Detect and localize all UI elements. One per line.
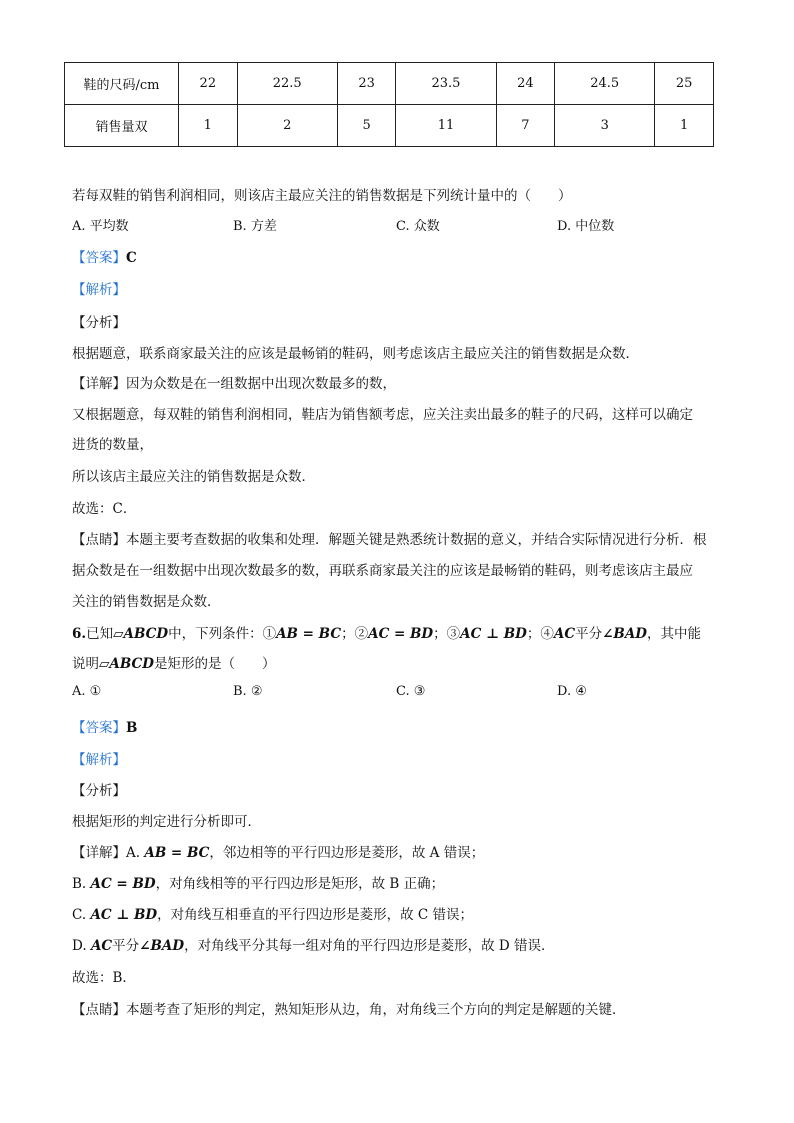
- d-mid: 平分: [112, 938, 140, 954]
- q6-xiangjie-a: [72, 841, 484, 861]
- q5-dianjing-2: 据众数是在一组数据中出现次数最多的数，再联系商家最关注的应该是最畅销的鞋码，则考虑该店主最应: [72, 563, 693, 579]
- q6-xiangjie-b: [72, 872, 444, 892]
- b-math: AC = BD: [90, 876, 156, 892]
- q6-option-b: B. ②: [233, 684, 263, 699]
- answer-label: 【答案】: [72, 720, 126, 736]
- q6-sep3: ；④: [526, 626, 554, 642]
- c-math: AC ⊥ BD: [90, 907, 158, 923]
- q6-stem-line1: [72, 622, 701, 642]
- b-text: ，对角线相等的平行四边形是矩形，故 B 正确；: [155, 876, 445, 892]
- parallelogram-abcd: ▱ABCD: [113, 626, 169, 642]
- q6-xiangjie-c: [72, 903, 473, 923]
- dianjing-label: 【点睛】: [72, 532, 126, 548]
- q6-stem-c: ，其中能: [647, 626, 701, 642]
- q5-option-d: D. 中位数: [557, 219, 615, 234]
- table-cell: 5: [337, 105, 396, 147]
- table-cell: 23: [337, 63, 396, 105]
- answer-value: C: [126, 250, 137, 266]
- table-cell: 3: [555, 105, 655, 147]
- answer-value: B: [126, 720, 138, 736]
- table-cell: 1: [655, 105, 714, 147]
- table-row: [65, 63, 714, 105]
- table-row: [65, 105, 714, 147]
- d-prefix: D.: [72, 938, 87, 954]
- q5-fenxi-label: 【分析】: [72, 315, 126, 331]
- table-cell: 22: [179, 63, 238, 105]
- table-cell: 销售量双: [65, 105, 179, 147]
- a-prefix: A.: [126, 845, 141, 861]
- table-cell: 1: [179, 105, 238, 147]
- c-text: ，对角线互相垂直的平行四边形是菱形，故 C 错误；: [157, 907, 474, 923]
- dianjing-label: 【点睛】: [72, 1002, 126, 1018]
- table-cell: 22.5: [237, 63, 337, 105]
- q5-guxuan: 故选：C．: [72, 501, 137, 517]
- a-text: ，邻边相等的平行四边形是菱形，故 A 错误；: [209, 845, 485, 861]
- condition-4-angle: ∠BAD: [602, 626, 647, 642]
- xiangjie-label: 【详解】: [72, 845, 126, 861]
- q5-xiangjie-1: [72, 372, 396, 392]
- condition-4-ac: AC: [553, 626, 576, 642]
- q6-option-c: C. ③: [396, 684, 426, 699]
- q5-answer: [72, 246, 137, 266]
- q5-dianjing-1: [72, 528, 707, 548]
- q6-fenxi-label: 【分析】: [72, 783, 126, 799]
- q6-stem-e: 是矩形的是（ ）: [153, 656, 276, 672]
- condition-4-text: 平分: [575, 626, 603, 642]
- dianjing-text: 本题主要考查数据的收集和处理．解题关键是熟悉统计数据的意义，并结合实际情况进行分析．根: [126, 532, 707, 548]
- d-math2: ∠BAD: [139, 938, 185, 954]
- q5-fenxi-text: 根据题意，联系商家最关注的应该是最畅销的鞋码，则考虑该店主最应关注的销售数据是众数．: [72, 346, 639, 362]
- parallelogram-abcd: ▱ABCD: [99, 656, 154, 672]
- table-cell: 25: [655, 63, 714, 105]
- d-math1: AC: [90, 938, 113, 954]
- q5-jiexi-label: 【解析】: [72, 282, 126, 298]
- table-cell: 24: [496, 63, 555, 105]
- q5-xiangjie-2: 又根据题意，每双鞋的销售利润相同，鞋店为销售额考虑，应关注卖出最多的鞋子的尺码，这样可以确定: [72, 407, 693, 423]
- shoe-size-sales-table: [64, 62, 714, 147]
- table-cell: 2: [237, 105, 337, 147]
- q6-xiangjie-d: [72, 934, 554, 954]
- q6-stem-b: 中，下列条件：①: [168, 626, 277, 642]
- table-cell: 鞋的尺码/cm: [65, 63, 179, 105]
- q6-dianjing: [72, 998, 626, 1018]
- question-number: 6.: [72, 626, 87, 642]
- condition-2: AC = BD: [368, 626, 434, 642]
- q6-fenxi-text: 根据矩形的判定进行分析即可．: [72, 814, 261, 830]
- q6-stem-d: 说明: [72, 656, 99, 672]
- q6-guxuan: 故选：B．: [72, 970, 136, 986]
- table-cell: 23.5: [396, 63, 496, 105]
- q6-jiexi-label: 【解析】: [72, 752, 126, 768]
- q6-stem-line2: [72, 652, 275, 672]
- q5-xiangjie-3: 进货的数量，: [72, 437, 153, 453]
- q6-sep1: ；②: [341, 626, 369, 642]
- q5-stem: 若每双鞋的销售利润相同，则该店主最应关注的销售数据是下列统计量中的（ ）: [72, 188, 572, 204]
- q6-stem-a: 已知: [86, 626, 114, 642]
- q6-answer: [72, 716, 137, 736]
- b-prefix: B.: [72, 876, 87, 892]
- table-cell: 11: [396, 105, 496, 147]
- table-cell: 7: [496, 105, 555, 147]
- q5-xiangjie-4: 所以该店主最应关注的销售数据是众数．: [72, 469, 315, 485]
- a-math: AB = BC: [144, 845, 210, 861]
- q5-option-a: A. 平均数: [72, 219, 129, 234]
- table-cell: 24.5: [555, 63, 655, 105]
- q6-option-d: D. ④: [557, 684, 587, 699]
- dianjing-text: 本题考查了矩形的判定，熟知矩形从边，角，对角线三个方向的判定是解题的关键．: [126, 1002, 626, 1018]
- c-prefix: C.: [72, 907, 87, 923]
- q5-option-c: C. 众数: [396, 219, 440, 234]
- q5-dianjing-3: 关注的销售数据是众数．: [72, 594, 221, 610]
- xiangjie-label: 【详解】: [72, 376, 126, 392]
- q6-option-a: A. ①: [72, 684, 102, 699]
- condition-3: AC ⊥ BD: [460, 626, 527, 642]
- q5-option-b: B. 方差: [233, 219, 277, 234]
- answer-label: 【答案】: [72, 250, 126, 266]
- xiangjie-text: 因为众数是在一组数据中出现次数最多的数，: [126, 376, 396, 392]
- condition-1: AB = BC: [276, 626, 342, 642]
- d-text: ，对角线平分其每一组对角的平行四边形是菱形，故 D 错误．: [184, 938, 555, 954]
- q6-sep2: ；③: [433, 626, 461, 642]
